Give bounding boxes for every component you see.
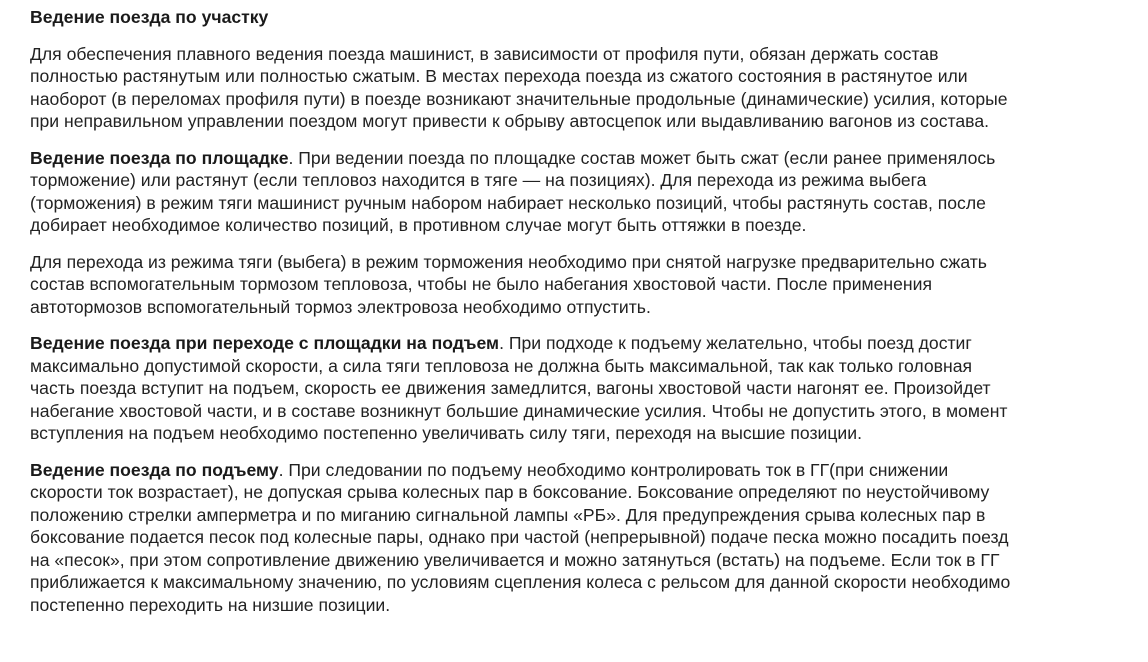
paragraph-flat-to-ascent: [30, 332, 1146, 445]
paragraph-line: при неправильном управлении поездом могут привести к обрыву автосцепок или выдавливанию вагонов из состава.: [30, 111, 990, 131]
paragraph-line: приближается к максимальному значению, по условиям сцепления колеса с рельсом для данной скорости необходимо: [30, 572, 1011, 592]
paragraph-ascent: [30, 459, 1146, 617]
paragraph-text: . При ведении поезда по площадке состав может быть сжат (если ранее применялось: [288, 147, 996, 168]
paragraph-line: добирает необходимое количество позиций, в противном случае могут быть оттяжки в поезде.: [30, 215, 807, 235]
paragraph-lead: Ведение поезда по подъему: [30, 459, 279, 480]
paragraph-text: . При подходе к подъему желательно, чтобы поезд достиг: [499, 333, 972, 353]
paragraph-line: максимально допустимой скорости, а сила тяги тепловоза не должна быть максимальной, так как только головная: [30, 355, 973, 376]
paragraph-line: положению стрелки амперметра и по миганию сигнальной лампы «РБ». Для предупреждения срыва колесных пар в: [30, 504, 986, 525]
paragraph-line: (торможения) в режим тяги машинист ручным набором набирает несколько позиций, чтобы растянуть состав, после: [30, 192, 986, 213]
paragraph-line: [30, 459, 1146, 482]
paragraph-line: [30, 332, 1146, 355]
paragraph-line: постепенно переходить на низшие позиции.: [30, 594, 391, 615]
paragraph-intro: [30, 43, 1146, 133]
paragraph-line: наоборот (в переломах профиля пути) в поезде возникают значительные продольные (динамические) усилия, которые: [30, 88, 1008, 109]
paragraph-line: Для обеспечения плавного ведения поезда машинист, в зависимости от профиля пути, обязан держать состав: [30, 43, 939, 64]
paragraph-lead: Ведение поезда при переходе с площадки на подъем: [30, 333, 500, 353]
paragraph-line: [30, 147, 1146, 170]
section-heading: Ведение поезда по участку: [30, 7, 269, 27]
paragraph-line: на «песок», при этом сопротивление движению увеличивается и можно затянуться (встать) на подъеме. Если ток в ГГ: [30, 549, 1000, 570]
paragraph-line: Для перехода из режима тяги (выбега) в режим торможения необходимо при снятой нагрузке предварительно сжать: [30, 251, 987, 272]
document-page: [30, 6, 1146, 630]
paragraph-flat-track: [30, 147, 1146, 237]
paragraph-line: набегание хвостовой части, и в составе возникнут большие динамические усилия. Чтобы не допустить этого, в момент: [30, 400, 1008, 421]
paragraph-text: . При следовании по подъему необходимо контролировать ток в ГГ(при снижении: [278, 459, 949, 480]
paragraph-line: состав вспомогательным тормозом тепловоза, чтобы не было набегания хвостовой части. После применения: [30, 274, 932, 294]
paragraph-line: полностью растянутым или полностью сжатым. В местах перехода поезда из сжатого состояния в растянутое или: [30, 66, 968, 86]
paragraph-line: торможение) или растянут (если тепловоз находится в тяге — на позициях). Для перехода из режима выбега: [30, 170, 927, 190]
paragraph-line: скорости ток возрастает), не допуская срыва колесных пар в боксование. Боксование определяют по неустойчивому: [30, 482, 990, 502]
paragraph-line: часть поезда вступит на подъем, скорость ее движения замедлится, вагоны хвостовой части нагонят ее. Произойдет: [30, 378, 991, 398]
paragraph-line: боксование подается песок под колесные пары, однако при частой (непрерывной) подаче песка можно посадить поезд: [30, 527, 1009, 547]
paragraph-line: вступления на подъем необходимо постепенно увеличивать силу тяги, переходя на высшие позиции.: [30, 423, 862, 443]
paragraph-lead: Ведение поезда по площадке: [30, 147, 289, 168]
paragraph-braking-transition: [30, 251, 1146, 319]
paragraph-line: автотормозов вспомогательный тормоз электровоза необходимо отпустить.: [30, 296, 651, 317]
